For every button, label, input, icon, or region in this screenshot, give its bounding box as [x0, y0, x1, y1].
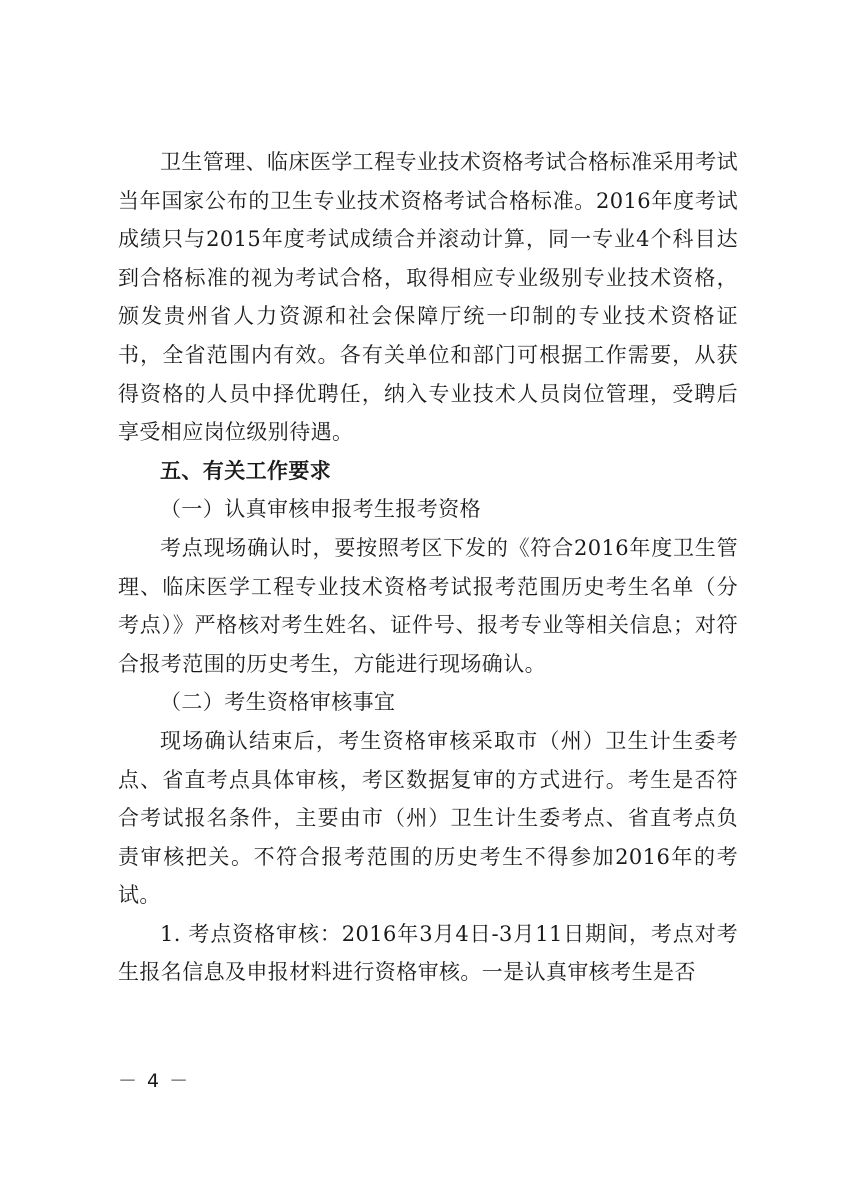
subheading-qualification-review: （二）考生资格审核事宜 — [160, 690, 396, 715]
paragraph-onsite-confirmation: 考点现场确认时，要按照考区下发的《符合2016年度卫生管理、临床医学工程专业技术资格考试报考范围历史考生名单（分考点）》严格核对考生姓名、证件号、报考专业等相关信息；对符合报考范围的历史考生，方能进行现场确认。 — [118, 535, 738, 676]
paragraph-review-process: 现场确认结束后，考生资格审核采取市（州）卫生计生委考点、省直考点具体审核，考区数据复审的方式进行。考生是否符合考试报名条件，主要由市（州）卫生计生委考点、省直考点负责审核把关。不符合报考范围的历史考生不得参加2016年的考试。 — [118, 728, 738, 908]
paragraph-exam-site-review: 1. 考点资格审核：2016年3月4日-3月11日期间，考点对考生报名信息及申报材料进行资格审核。一是认真审核考生是否 — [118, 921, 738, 985]
subheading-review-eligibility: （一）认真审核申报考生报考资格 — [160, 497, 481, 522]
document-body — [118, 143, 738, 992]
paragraph-qualification-standard: 卫生管理、临床医学工程专业技术资格考试合格标准采用考试当年国家公布的卫生专业技术资格考试合格标准。2016年度考试成绩只与2015年度考试成绩合并滚动计算，同一专业4个科目达到合格标准的视为考试合格，取得相应专业级别专业技术资格，颁发贵州省人力资源和社会保障厅统一印制的专业技术资格证书，全省范围内有效。各有关单位和部门可根据工作需要，从获得资格的人员中择优聘任，纳入专业技术人员岗位管理，受聘后享受相应岗位级别待遇。 — [118, 150, 738, 445]
section-heading-work-requirements: 五、有关工作要求 — [160, 458, 332, 483]
page-number: － 4 － — [118, 1070, 191, 1092]
